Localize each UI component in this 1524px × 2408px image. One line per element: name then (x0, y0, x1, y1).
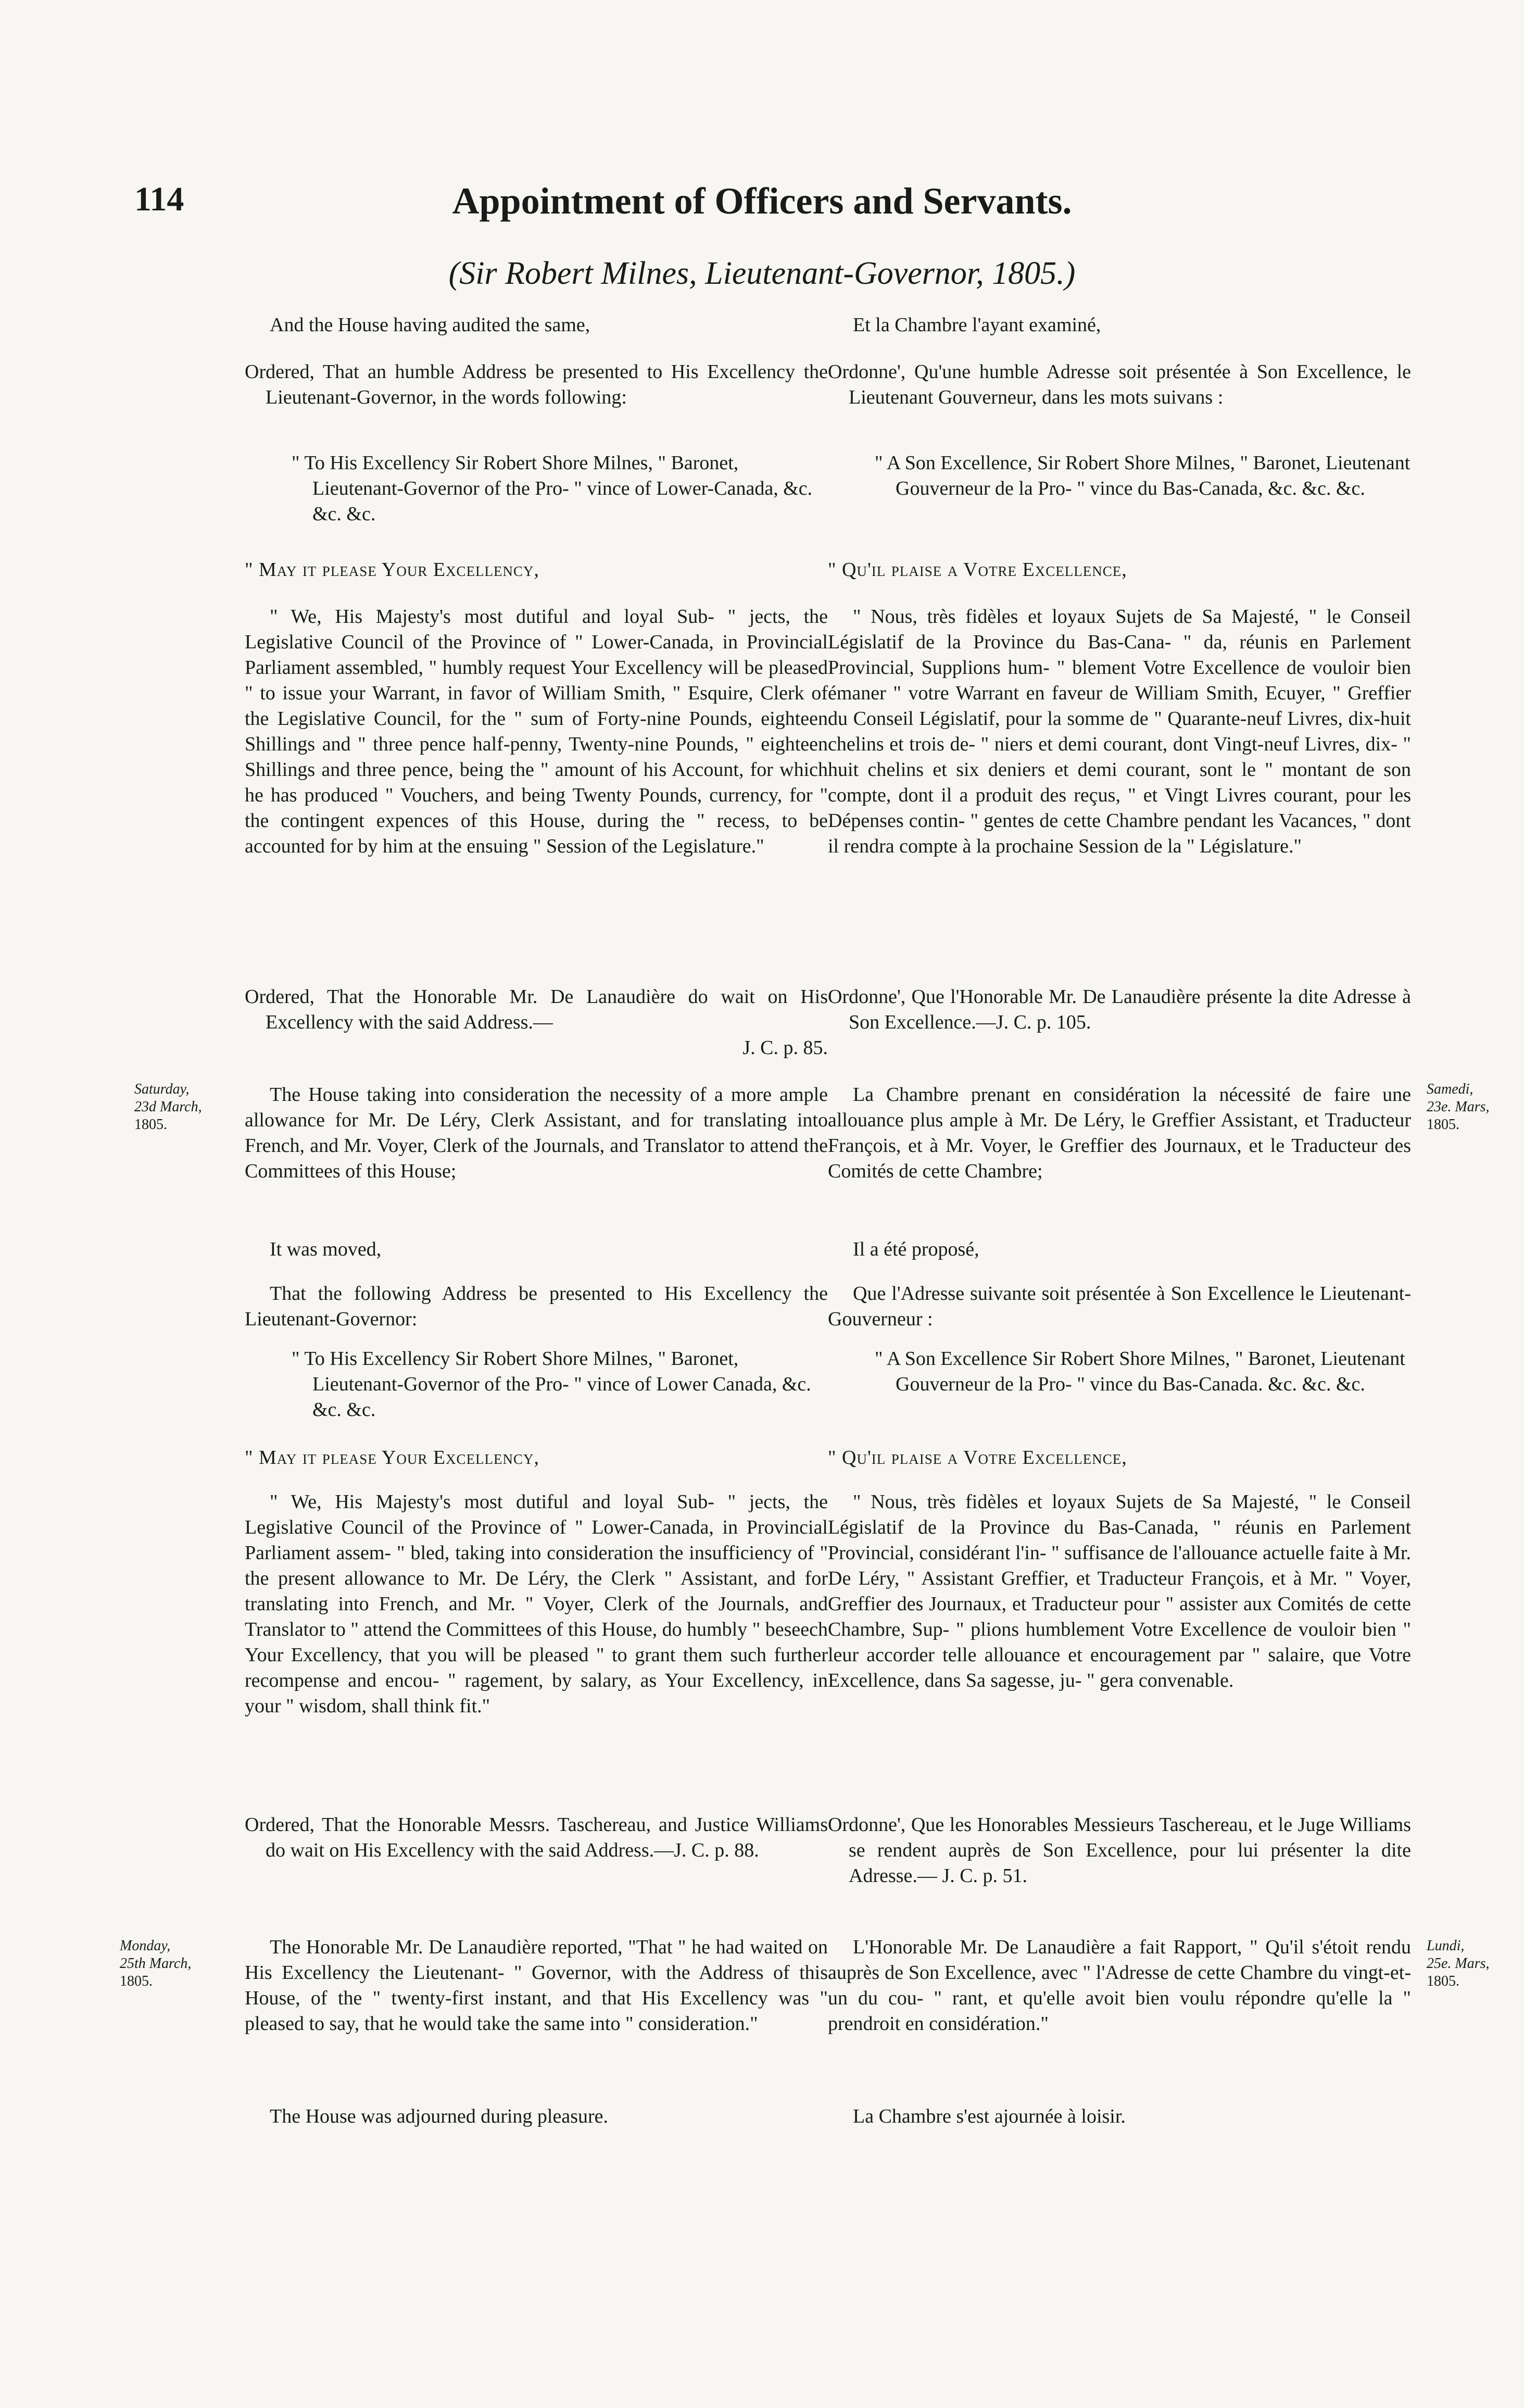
address-body: " Nous, très fidèles et loyaux Sujets de Sa Majesté, " le Conseil Législatif de la Province du Bas-Canada, " réunis en Parlement Provincial, considérant l'in- " suffisance de l'allouance actuelle faite à Mr. De Léry, " Assistant Greffier, et Traducteur François, et à Mr. " Voyer, Greffier des Journaux, et Traducteur pour " assister aux Comités de cette Chambre, Sup- " plions humblement Votre Excellence de vouloir bien " leur accorder telle allouance et encouragement par " salaire, que Votre Excellence, dans Sa sagesse, ju- " gera convenable. (828, 1491, 1411, 1691)
paragraph: Ordered, That the Honorable Messrs. Taschereau, and Justice Williams do wait on His Excellency with the said Address.—J. C. p. 88. (245, 1814, 828, 1861)
paragraph: Ordered, That the Honorable Mr. De Lanaudière do wait on His Excellency with the said Address.— (245, 986, 828, 1033)
margin-date-left-2 (120, 1937, 191, 1990)
margin-date-right-1 (1427, 1081, 1490, 1134)
margin-year: 1805. (1427, 1973, 1459, 1989)
margin-date: 23e. Mars, (1427, 1099, 1490, 1115)
address-heading: " To His Excellency Sir Robert Shore Milnes, " Baronet, Lieutenant-Governor of the Pro- " vince of Lower Canada, &c. &c. &c. (292, 1348, 811, 1421)
address-body: " Nous, très fidèles et loyaux Sujets de Sa Majesté, " le Conseil Législatif de la Province du Bas-Cana- " da, réunis en Parlement Provincial, Supplions hum- " blement Votre Excellence de vouloir bien émaner " votre Warrant en faveur de William Smith, Ecuyer, " Greffier du Conseil Législatif, pour la somme de " Quarante-neuf Livres, dix-huit chelins et trois de- " niers et demi courant, dont Vingt-neuf Livres, dix- " huit chelins et six deniers et demi courant, sont le " montant de son compte, dont il a produit des reçus, " et Vingt Livres courant, pour les Dépenses contin- " gentes de cette Chambre pendant les Vacances, " dont il rendra compte à la prochaine Session de la " Législature." (828, 606, 1411, 857)
paragraph: Que l'Adresse suivante soit présentée à Son Excellence le Lieutenant-Gouverneur : (828, 1283, 1411, 1330)
margin-year: 1805. (134, 1117, 167, 1133)
paragraph: Ordonne', Qu'une humble Adresse soit présentée à Son Excellence, le Lieutenant Gouverneur, dans les mots suivans : (828, 361, 1411, 408)
margin-date: 25th March, (120, 1955, 192, 1972)
margin-date-right-2 (1427, 1937, 1490, 1990)
page-number: 114 (134, 180, 184, 218)
salutation: " Qu'il plaise a Votre Excellence, (828, 1447, 1127, 1469)
paragraph: Ordonne', Que l'Honorable Mr. De Lanaudière présente la dite Adresse à Son Excellence.—J. C. p. 105. (828, 986, 1411, 1033)
paragraph: The Honorable Mr. De Lanaudière reported, "That " he had waited on His Excellency the Lieutenant- " Governor, with the Address of this House, of the " twenty-first instant, and that His Excellency was " pleased to say, that he would take the same into " consideration." (245, 1936, 828, 2035)
paragraph: Et la Chambre l'ayant examiné, (853, 314, 1101, 336)
address-heading: " To His Excellency Sir Robert Shore Milnes, " Baronet, Lieutenant-Governor of the Pro- " vince of Lower-Canada, &c. &c. &c. (292, 452, 813, 525)
paragraph: That the following Address be presented to His Excellency the Lieutenant-Governor: (245, 1283, 828, 1330)
page-subtitle: (Sir Robert Milnes, Lieutenant-Governor, 1805.) (448, 256, 1076, 291)
margin-day: Saturday, (134, 1081, 190, 1097)
paragraph: Ordonne', Que les Honorables Messieurs Taschereau, et le Juge Williams se rendent auprès de Son Excellence, pour lui présenter la dite Adresse.— J. C. p. 51. (828, 1814, 1411, 1887)
address-heading: " A Son Excellence, Sir Robert Shore Milnes, " Baronet, Lieutenant Gouverneur de la Pro- " vince du Bas-Canada, &c. &c. &c. (875, 452, 1410, 499)
journal-reference: J. C. p. 85. (742, 1037, 828, 1059)
margin-date-left-1 (134, 1081, 202, 1134)
address-body: " We, His Majesty's most dutiful and loyal Sub- " jects, the Legislative Council of the Province of " Lower-Canada, in Provincial Parliament assem- " bled, taking into consideration the insufficiency of " the present allowance to Mr. De Léry, the Clerk " Assistant, and for translating into French, and Mr. " Voyer, Clerk of the Journals, and Translator to " attend the Committees of this House, do humbly " beseech Your Excellency, that you will be pleased " to grant them such further recompense and encou- " ragement, by salary, as Your Excellency, in your " wisdom, shall think fit." (245, 1491, 828, 1717)
paragraph: The House was adjourned during pleasure. (270, 2105, 609, 2127)
paragraph: Il a été proposé, (853, 1238, 979, 1260)
paragraph: La Chambre s'est ajournée à loisir. (853, 2105, 1126, 2127)
margin-day: Samedi, (1427, 1081, 1473, 1097)
salutation: " May it please Your Excellency, (245, 559, 540, 581)
margin-date: 23d March, (134, 1099, 202, 1115)
address-heading: " A Son Excellence Sir Robert Shore Milnes, " Baronet, Lieutenant Gouverneur de la Pro- " vince du Bas-Canada. &c. &c. &c. (875, 1348, 1405, 1395)
paragraph: And the House having audited the same, (270, 314, 590, 336)
paragraph: It was moved, (270, 1238, 382, 1260)
margin-year: 1805. (1427, 1117, 1459, 1133)
margin-year: 1805. (120, 1973, 153, 1989)
paragraph: Ordered, That an humble Address be presented to His Excellency the Lieutenant-Governor, in the words following: (245, 361, 828, 408)
salutation: " Qu'il plaise a Votre Excellence, (828, 559, 1127, 581)
margin-date: 25e. Mars, (1427, 1955, 1490, 1972)
paragraph: La Chambre prenant en considération la nécessité de faire une allouance plus ample à Mr. De Léry, le Greffier Assistant, et Traducteur François, et à Mr. Voyer, le Greffier des Journaux, et le Traducteur des Comités de cette Chambre; (828, 1084, 1411, 1182)
paragraph: The House taking into consideration the necessity of a more ample allowance for Mr. De Léry, Clerk Assistant, and for translating into French, and Mr. Voyer, Clerk of the Journals, and Translator to attend the Committees of this House; (245, 1084, 828, 1182)
page-title: Appointment of Officers and Servants. (452, 180, 1072, 222)
address-body: " We, His Majesty's most dutiful and loyal Sub- " jects, the Legislative Council of the Province of " Lower-Canada, in Provincial Parliament assembled, " humbly request Your Excellency will be pleased " to issue your Warrant, in favor of William Smith, " Esquire, Clerk of the Legislative Council, for the " sum of Forty-nine Pounds, eighteen Shillings and " three pence half-penny, Twenty-nine Pounds, " eighteen Shillings and three pence, being the " amount of his Account, for which he has produced " Vouchers, and being Twenty Pounds, currency, for " the contingent expences of this House, during the " recess, to be accounted for by him at the ensuing " Session of the Legislature." (245, 606, 828, 857)
paragraph: L'Honorable Mr. De Lanaudière a fait Rapport, " Qu'il s'étoit rendu auprès de Son Excellence, avec " l'Adresse de cette Chambre du vingt-et-un du cou- " rant, et qu'elle avoit bien voulu répondre qu'elle la " prendroit en considération." (828, 1936, 1411, 2035)
margin-day: Lundi, (1427, 1938, 1465, 1954)
salutation: " May it please Your Excellency, (245, 1447, 540, 1469)
margin-day: Monday, (120, 1938, 171, 1954)
